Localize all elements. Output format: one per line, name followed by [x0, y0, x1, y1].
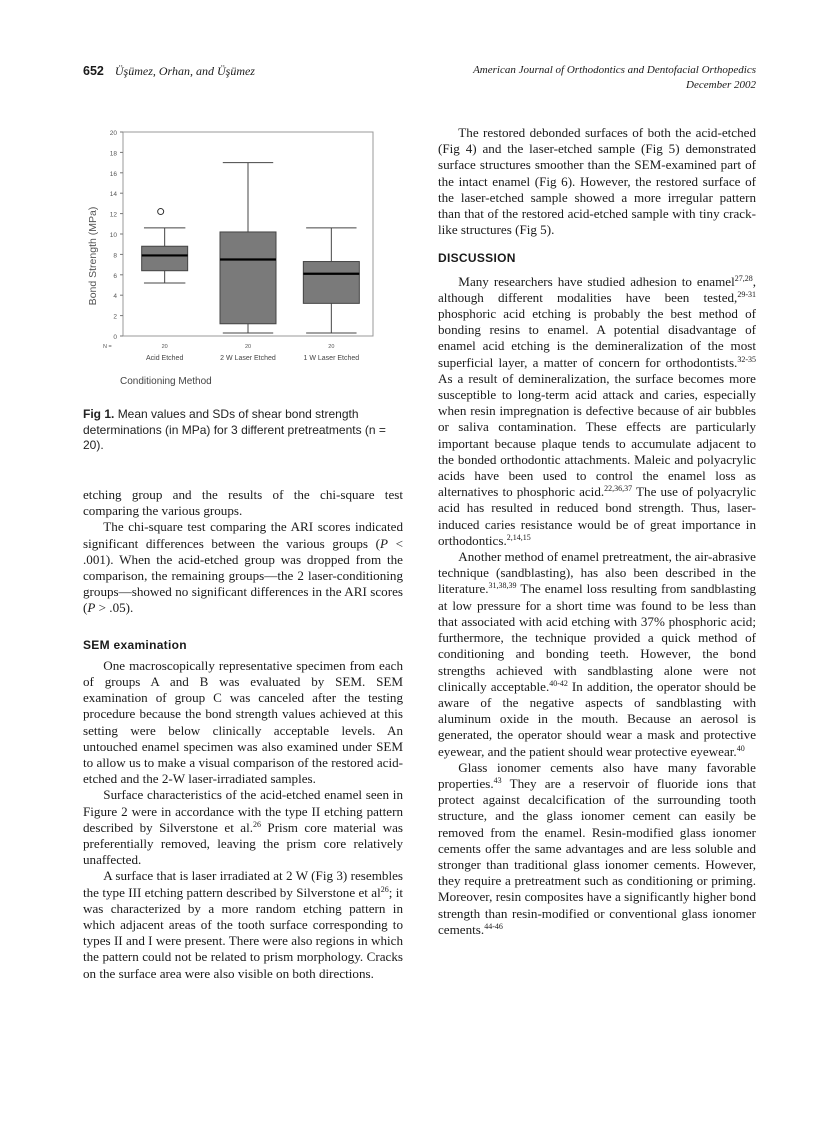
y-tick-label: 8	[113, 252, 117, 260]
y-tick-label: 16	[109, 170, 117, 178]
n-label: N =	[103, 344, 112, 350]
right-para-1: The restored debonded surfaces of both the acid-etched (Fig 4) and the laser-etched sample (Fig 5) demonstrated surface structures smoother than the SEM-examined part of the intact enamel (Fig 6). However, the restored surface of the laser-etched sample showed a more irregular pattern than that of the restored acid-etched sample with tiny crack-like structures (Fig 5).	[438, 125, 756, 238]
left-para-5: A surface that is laser irradiated at 2 W (Fig 3) resembles the type III etching pattern described by Silverstone et $al^{26}$; it was characterized by a more random etching pattern in which adjacent areas of the tooth surface corresponding to types II and I were present. There were also regions in which the pattern could not be related to prism morphology. Cracks on the surface area were also visible on both directions.	[83, 868, 403, 981]
category-label: 1 W Laser Etched	[303, 355, 360, 362]
box-group	[303, 228, 359, 333]
right-para-2: Many researchers have studied adhesion to enamel$^{27,28}$, although different modalities have been tested,$^{29-31}$ phosphoric acid etching is probably the best method of bonding resins to enamel. A potential disadvantage of enamel acid etching is the demineralization of the most superficial layer, a matter of concern for orthodontists.$^{32-35}$ As a result of demineralization, the surface becomes more susceptible to long-term acid attack and caries, especially when resin impregnation is defective because of air bubbles or saliva contamination. These effects are particularly important because plaque tends to accumulate adjacent to the bonded orthodontic attachments. Maleic and polyacrylic acids have been used to control the enamel loss as alternatives to phosphoric acid.$^{22,36,37}$ The use of polyacrylic acid has resulted in reduced bond strength. Thus, laser-induced caries resistance would be of great importance in orthodontics.$^{2,14,15}$	[438, 273, 756, 548]
running-header-right	[473, 63, 756, 93]
category-label: Acid Etched	[145, 355, 184, 362]
box-group	[220, 163, 276, 333]
box	[303, 262, 359, 304]
chart-boxes	[142, 163, 360, 333]
y-tick-label: 4	[113, 293, 117, 301]
page-number: 652	[83, 64, 104, 78]
y-tick-label: 12	[109, 211, 117, 219]
caption-label: Fig 1.	[83, 407, 115, 421]
right-para-4: Glass ionomer cements also have many favorable properties.$^{43}$ They are a reservoir of fluoride ions that protect against decalcification of the surrounding tooth structure, and the glass ionomer cement can easily be removed from the enamel. Resin-modified glass ionomer cements offer the same advantages and are less soluble and stronger than traditional glass ionomer cements. However, they require a pretreatment such as conditioning or priming. Moreover, resin composites have a significantly higher bond strength than resin-modified or conventional glass ionomer cements.$^{44-46}$	[438, 759, 756, 937]
section-heading-discussion: DISCUSSION	[438, 251, 516, 266]
y-axis-label: Bond Strength (MPa)	[87, 206, 99, 306]
right-para-3: Another method of enamel pretreatment, the air-abrasive technique (sandblasting), has also been described in the literature.$^{31,38,39}$ The enamel loss resulting from sandblasting at low pressure for a short time was found to be less than that associated with acid etching with 37% phosphoric acid; furthermore, the technique provided a quick method of conditioning and bonding teeth. However, the bond strengths achieved with sandblasting alone were not clinically acceptable.$^{40-42}$ In addition, the operator should be aware of the negative aspects of sandblasting with aluminum oxide in the mouth. Because an aerosol is generated, the operator should wear a mask and protective eyewear, and the patient should wear protective eyewear.$^{40}$	[438, 549, 756, 759]
boxplot-chart	[83, 126, 383, 396]
left-para-2: The chi-square test comparing the ARI scores indicated significant differences between the various groups (P < .001). When the acid-etched group was dropped from the comparison, the remaining groups—the 2 laser-conditioning groups—showed no significant differences in the ARI scores (P > .05).	[83, 519, 403, 616]
section-heading-sem: SEM examination	[83, 637, 187, 652]
n-value: 20	[161, 344, 168, 350]
y-tick-label: 18	[109, 150, 117, 158]
left-column	[83, 487, 403, 982]
running-header-left	[83, 64, 255, 79]
journal-name: American Journal of Orthodontics and Dentofacial Orthopedics	[473, 64, 756, 76]
y-tick-label: 14	[109, 191, 117, 199]
y-tick-label: 2	[113, 313, 117, 321]
left-para-3: One macroscopically representative specimen from each of groups A and B was evaluated by SEM. SEM examination of group C was canceled after the testing procedure because the bond strength values achieved at this setting were below clinically acceptable levels. An untouched enamel specimen was also examined under SEM to allow us to make a visual comparison of the restored acid-etched and the 2-W laser-irradiated samples.	[83, 657, 403, 787]
y-tick-label: 6	[113, 272, 117, 280]
running-authors: Üşümez, Orhan, and Üşümez	[114, 64, 255, 78]
box	[142, 246, 188, 270]
caption-text: Mean values and SDs of shear bond strength determinations (in MPa) for 3 different pretreatments (n = 20).	[83, 407, 386, 452]
outlier-point	[158, 209, 164, 215]
x-axis-title: Conditioning Method	[120, 376, 212, 387]
y-tick-label: 20	[109, 130, 117, 137]
box-group	[142, 209, 188, 283]
n-value: 20	[328, 344, 335, 350]
y-tick-label: 10	[109, 232, 117, 239]
issue-date: December 2002	[686, 79, 756, 91]
box	[220, 232, 276, 324]
figure-caption	[83, 407, 405, 454]
left-para-1: etching group and the results of the chi-square test comparing the various groups.	[83, 487, 403, 519]
right-column	[438, 125, 756, 938]
category-label: 2 W Laser Etched	[220, 355, 276, 362]
n-value: 20	[244, 344, 252, 350]
y-tick-label: 0	[113, 334, 117, 341]
left-para-4: Surface characteristics of the acid-etched enamel seen in Figure 2 were in accordance with the type II etching pattern described by Silverstone et al.$^{26}$ Prism core material was preferentially removed, leaving the prism core relatively unaffected.	[83, 787, 403, 868]
